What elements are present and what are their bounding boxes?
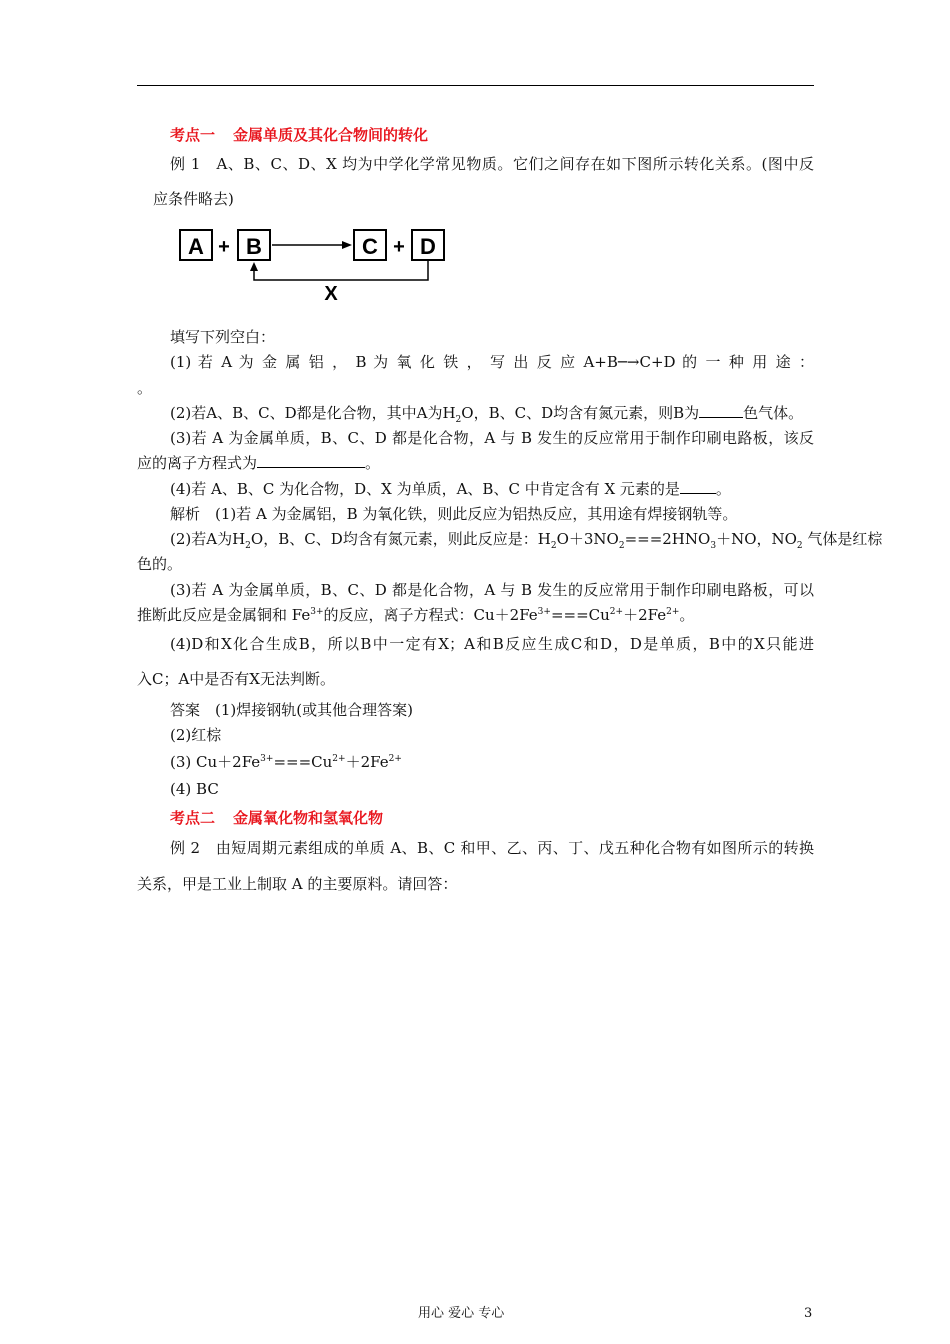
analysis-2-part: ＋NO，NO xyxy=(716,530,797,548)
box-d-label: D xyxy=(420,234,436,259)
analysis-3-sup: 2+ xyxy=(666,607,680,617)
answer-3-sup: 3+ xyxy=(260,754,274,764)
analysis-2-line2: 色的。 xyxy=(137,555,183,573)
analysis-2-part: (2)若A为H xyxy=(170,530,246,548)
section2-heading xyxy=(170,808,383,828)
question2-sub: 2 xyxy=(455,415,462,425)
analysis-2-sub: 2 xyxy=(618,541,625,551)
box-a-label: A xyxy=(188,234,204,259)
analysis-2-part: ===2HNO xyxy=(624,530,711,548)
analysis-1: 解析 (1)若 A 为金属铝，B 为氧化铁，则此反应为铝热反应，其用途有焊接钢轨等。 xyxy=(170,505,738,523)
section1-heading-num: 考点一 xyxy=(170,126,216,144)
question3-blank[interactable] xyxy=(257,453,365,468)
analysis-2-part: 气体是红棕 xyxy=(802,530,883,548)
analysis-3-part: ＋2Fe xyxy=(623,606,667,624)
question2-blank[interactable] xyxy=(699,403,743,418)
answer-1: 答案 (1)焊接钢轨(或其他合理答案) xyxy=(170,701,413,719)
example1-intro-line1: 例 1 A、B、C、D、X 均为中学化学常见物质。它们之间存在如下图所示转化关系。(图中反 xyxy=(170,155,814,173)
box-b-label: B xyxy=(246,234,262,259)
section2-heading-title: 金属氧化物和氢氧化物 xyxy=(233,809,384,827)
question3-line1: (3)若 A 为金属单质，B、C、D 都是化合物，A 与 B 发生的反应常用于制作印刷电路板，该反 xyxy=(170,429,814,447)
question3-text-c: 。 xyxy=(365,454,381,472)
question2 xyxy=(170,403,803,423)
return-loop-line xyxy=(254,261,428,280)
reaction-diagram-svg xyxy=(178,224,448,304)
answer-3-part: ===Cu xyxy=(273,753,333,771)
analysis-3-sup: 2+ xyxy=(609,607,624,617)
analysis-2-sub: 3 xyxy=(710,541,717,551)
question4 xyxy=(170,479,731,499)
analysis-3-part: 推断此反应是金属铜和 Fe xyxy=(137,606,311,624)
answer-3-sup: 2+ xyxy=(332,754,346,764)
question2-text-b: O，B、C、D均含有氮元素，则B为 xyxy=(461,404,700,422)
analysis-3-part: 的反应，离子方程式：Cu＋2Fe xyxy=(323,606,538,624)
reaction-diagram xyxy=(178,224,448,308)
question2-text-c: 色气体。 xyxy=(743,404,804,422)
question1-line1: (1) 若 A 为 金 属 铝 ， B 为 氧 化 铁 ， 写 出 反 应 A+B─→C+D 的 一 种 用 途 ： xyxy=(170,353,814,371)
footer-center-text: 用心 爱心 专心 xyxy=(418,1306,505,1321)
analysis-3-sup: 3+ xyxy=(310,607,324,617)
answer-4: (4) BC xyxy=(170,780,219,798)
analysis-2-sub: 2 xyxy=(796,541,803,551)
answer-3 xyxy=(170,752,402,772)
answer-2: (2)红棕 xyxy=(170,726,222,744)
plus-sign-right: + xyxy=(393,236,405,258)
section2-heading-num: 考点二 xyxy=(170,809,216,827)
example1-intro-line2: 应条件略去) xyxy=(153,190,234,208)
question3-line2 xyxy=(137,453,380,473)
question2-text-a: (2)若A、B、C、D都是化合物，其中A为H xyxy=(170,404,456,422)
analysis-4-line1: (4)D和X化合生成B，所以B中一定有X；A和B反应生成C和D，D是单质，B中的X只能进 xyxy=(170,635,814,653)
forward-arrow-head xyxy=(342,241,352,249)
header-rule xyxy=(137,85,814,86)
question4-text-a: (4)若 A、B、C 为化合物，D、X 为单质，A、B、C 中肯定含有 X 元素的是 xyxy=(170,480,680,498)
answer-3-sup: 2+ xyxy=(388,754,402,764)
example2-line2: 关系，甲是工业上制取 A 的主要原料。请回答： xyxy=(137,875,458,893)
analysis-3-line2 xyxy=(137,605,694,625)
plus-sign-left: + xyxy=(218,236,230,258)
box-c-label: C xyxy=(362,234,378,259)
section1-heading-title: 金属单质及其化合物间的转化 xyxy=(233,126,429,144)
question4-text-b: 。 xyxy=(715,480,731,498)
analysis-3-part: ===Cu xyxy=(550,606,610,624)
analysis-3-sup: 3+ xyxy=(537,607,551,617)
example2-line1: 例 2 由短周期元素组成的单质 A、B、C 和甲、乙、丙、丁、戊五种化合物有如图所示的转换 xyxy=(170,839,814,857)
analysis-4-line2: 入C；A中是否有X无法判断。 xyxy=(137,670,335,688)
answer-3-part: ＋2Fe xyxy=(345,753,389,771)
fill-prompt: 填写下列空白： xyxy=(170,328,276,346)
footer-page-number: 3 xyxy=(804,1306,813,1321)
analysis-2-sub: 2 xyxy=(550,541,557,551)
analysis-3-part: 。 xyxy=(679,606,695,624)
section1-heading xyxy=(170,125,428,145)
return-loop-arrow-head xyxy=(250,262,258,271)
analysis-2-line1 xyxy=(170,529,883,551)
question4-blank[interactable] xyxy=(680,479,716,494)
analysis-2-sub: 2 xyxy=(245,541,251,551)
analysis-2-part: O＋3NO xyxy=(556,530,619,548)
question3-text-b: 应的离子方程式为 xyxy=(137,454,258,472)
question1-line2: 。 xyxy=(137,379,153,397)
answer-3-part: (3) Cu＋2Fe xyxy=(170,753,261,771)
loop-label-x: X xyxy=(324,283,338,304)
analysis-2-part: O，B、C、D均含有氮元素，则此反应是：H xyxy=(250,530,551,548)
analysis-3-line1: (3)若 A 为金属单质，B、C、D 都是化合物，A 与 B 发生的反应常用于制作印刷电路板，可以 xyxy=(170,581,814,599)
